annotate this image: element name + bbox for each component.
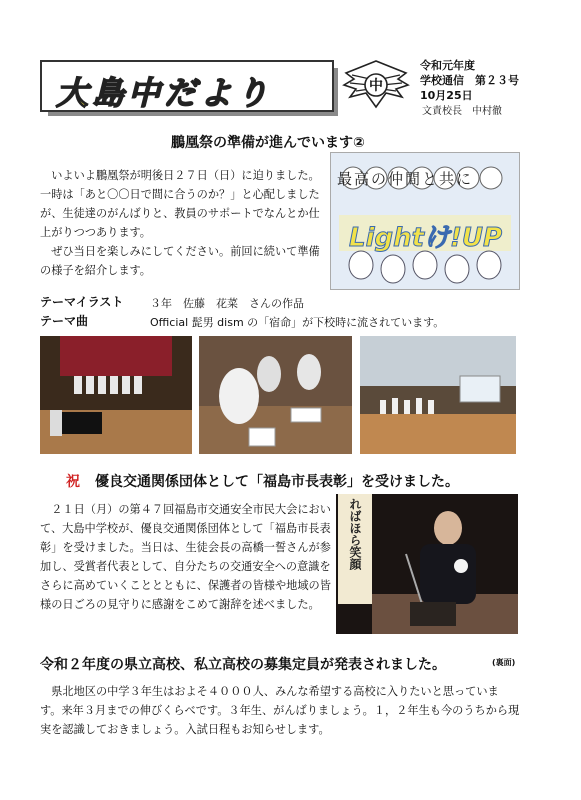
theme-poster-image bbox=[330, 152, 520, 290]
poster-slogan: 最高の仲間と共に bbox=[337, 170, 474, 188]
celebration-mark: 祝 bbox=[66, 474, 80, 490]
theme-illust-credit: ３年 佐藤 花菜 さんの作品 bbox=[150, 297, 304, 310]
section3-paragraph: 県北地区の中学３年生はおよそ４０００人、みんな希望する高校に入りたいと思っています。来年３月までの伸びくらべです。３年生、がんばりましょう。１，２年生も今のうちから現実を認識しておきましょう。入試日程もお知らせします。 bbox=[40, 685, 520, 736]
theme-song-text: Official 髭男 dism の「宿命」が下校時に流されています。 bbox=[150, 316, 445, 329]
gym-practice-photo bbox=[360, 336, 516, 454]
section1-paragraph1: いよいよ鵬凰祭が明後日２７日（日）に迫りました。一時は「あと〇〇日で間に合うのか？」と心配しましたが、生徒達のがんばりと、教員のサポートでなんとか仕上がりつつあります。 bbox=[40, 169, 320, 239]
issue-date: 10月25日 bbox=[420, 89, 473, 102]
poster-lettering: Lightけ!UP bbox=[349, 223, 503, 253]
section2-paragraph: ２１日（月）の第４７回福島市交通安全市民大会において、大島中学校が、優良交通関係団体として「福島市長表彰」を受けました。当日は、生徒会長の高橋一誓さんが参加し、受賞者代表として、自分たちの交通安全への意識をさらに高めていくこととともに、保護者の皆様や地域の皆様の日ごろの見守りに感謝をこめて謝辞を述べました。 bbox=[40, 503, 331, 611]
section1-title: 鵬凰祭の準備が進んでいます② bbox=[171, 135, 365, 151]
era-year: 令和元年度 bbox=[420, 59, 475, 72]
school-emblem-icon bbox=[340, 55, 412, 115]
slogan-banner: ればほら笑顔 bbox=[348, 498, 362, 570]
newsletter-title: 大島中だより bbox=[56, 74, 273, 112]
section1-paragraph2: ぜひ当日を楽しみにしてください。前回に続いて準備の様子を紹介します。 bbox=[40, 245, 320, 277]
theme-song-label: テーマ曲 bbox=[40, 314, 89, 328]
section3-title: 令和２年度の県立高校、私立高校の募集定員が発表されました。 bbox=[40, 657, 446, 673]
chorus-stage-photo bbox=[40, 336, 192, 454]
award-speech-photo bbox=[336, 494, 518, 634]
section2-title: 優良交通関係団体として「福島市長表彰」を受けました。 bbox=[95, 474, 459, 490]
bulletin-number: 学校通信 第２３号 bbox=[420, 74, 519, 87]
preparation-photo bbox=[199, 336, 352, 454]
principal-name: 文責校長 中村徹 bbox=[422, 106, 502, 117]
emblem-char: 中 bbox=[369, 78, 383, 94]
theme-illust-label: テーマイラスト bbox=[40, 295, 124, 309]
reverse-side-tag: (裏面) bbox=[492, 658, 516, 667]
